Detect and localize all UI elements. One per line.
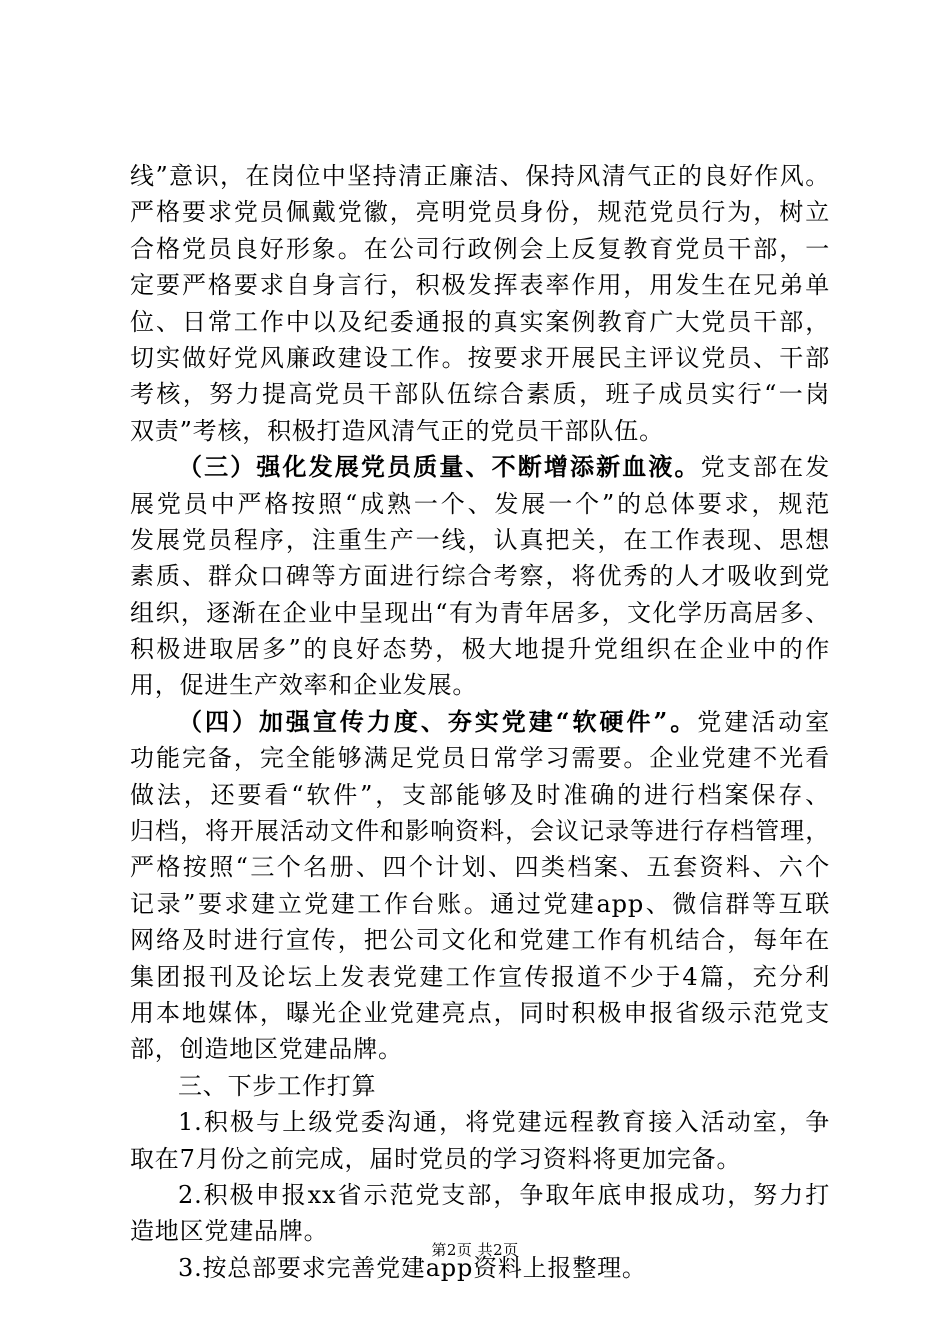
text-line: 用，促进生产效率和企业发展。 bbox=[130, 671, 478, 700]
text-line: 归档，将开展活动文件和影响资料，会议记录等进行存档管理， bbox=[130, 817, 830, 846]
text-line: 素质、群众口碑等方面进行综合考察，将优秀的人才吸收到党 bbox=[130, 562, 830, 591]
plan-item-1 bbox=[130, 1104, 830, 1177]
text-line: 积极进取居多”的良好态势，极大地提升党组织在企业中的作 bbox=[130, 635, 830, 664]
text-line: 合格党员良好形象。在公司行政例会上反复教育党员干部，一 bbox=[130, 234, 830, 263]
text-line: 考核，努力提高党员干部队伍综合素质，班子成员实行“一岗 bbox=[130, 380, 830, 409]
text-line: 做法，还要看“软件”，支部能够及时准确的进行档案保存、 bbox=[130, 780, 830, 809]
text-line: 集团报刊及论坛上发表党建工作宣传报道不少于4篇，充分利 bbox=[130, 962, 830, 991]
section-title: 三、下步工作打算 bbox=[178, 1071, 377, 1100]
text-span: 党支部在发 bbox=[700, 453, 831, 482]
text-span: 党建活动室 bbox=[697, 707, 831, 736]
text-line: 2.积极申报xx省示范党支部，争取年底申报成功，努力打 bbox=[178, 1180, 830, 1209]
text-line: 造地区党建品牌。 bbox=[130, 1217, 329, 1246]
document-body bbox=[130, 158, 830, 1286]
section-heading: （三）强化发展党员质量、不断增添新血液。 bbox=[178, 452, 701, 482]
page-footer: 第2页 共2页 bbox=[431, 1241, 519, 1259]
text-line: 取在7月份之前完成，届时党员的学习资料将更加完备。 bbox=[130, 1144, 742, 1173]
text-line: 严格按照“三个名册、四个计划、四类档案、五套资料、六个 bbox=[130, 853, 830, 882]
text-line: 发展党员程序，注重生产一线，认真把关，在工作表现、思想 bbox=[130, 525, 830, 554]
text-line: 切实做好党风廉政建设工作。按要求开展民主评议党员、干部 bbox=[130, 343, 830, 372]
text-line: 用本地媒体，曝光企业党建亮点，同时积极申报省级示范党支 bbox=[130, 998, 830, 1027]
text-line: 功能完备，完全能够满足党员日常学习需要。企业党建不光看 bbox=[130, 744, 830, 773]
text-line: 双责”考核，积极打造风清气正的党员干部队伍。 bbox=[130, 416, 664, 445]
text-line: 3.按总部要求完善党建app资料上报整理。 bbox=[178, 1253, 647, 1282]
paragraph-first-line bbox=[130, 704, 830, 740]
text-line: 组织，逐渐在企业中呈现出“有为青年居多，文化学历高居多、 bbox=[130, 598, 830, 627]
paragraph-publicity bbox=[130, 704, 830, 1068]
text-line: 位、日常工作中以及纪委通报的真实案例教育广大党员干部， bbox=[130, 307, 830, 336]
plan-item-2 bbox=[130, 1177, 830, 1250]
paragraph-member-development bbox=[130, 449, 830, 704]
text-line: 严格要求党员佩戴党徽，亮明党员身份，规范党员行为，树立 bbox=[130, 198, 830, 227]
paragraph-party-discipline bbox=[130, 158, 830, 449]
text-line: 1.积极与上级党委沟通，将党建远程教育接入活动室，争 bbox=[178, 1108, 830, 1137]
text-line: 网络及时进行宣传，把公司文化和党建工作有机结合，每年在 bbox=[130, 926, 830, 955]
text-line: 线”意识，在岗位中坚持清正廉洁、保持风清气正的良好作风。 bbox=[130, 162, 830, 190]
text-line: 部，创造地区党建品牌。 bbox=[130, 1035, 403, 1064]
paragraph-first-line bbox=[130, 449, 830, 485]
text-line: 定要严格要求自身言行，积极发挥表率作用，用发生在兄弟单 bbox=[130, 271, 830, 300]
text-line: 记录”要求建立党建工作台账。通过党建app、微信群等互联 bbox=[130, 889, 830, 918]
text-line: 展党员中严格按照“成熟一个、发展一个”的总体要求，规范 bbox=[130, 489, 830, 518]
section-heading: （四）加强宣传力度、夯实党建“软硬件”。 bbox=[178, 706, 698, 736]
